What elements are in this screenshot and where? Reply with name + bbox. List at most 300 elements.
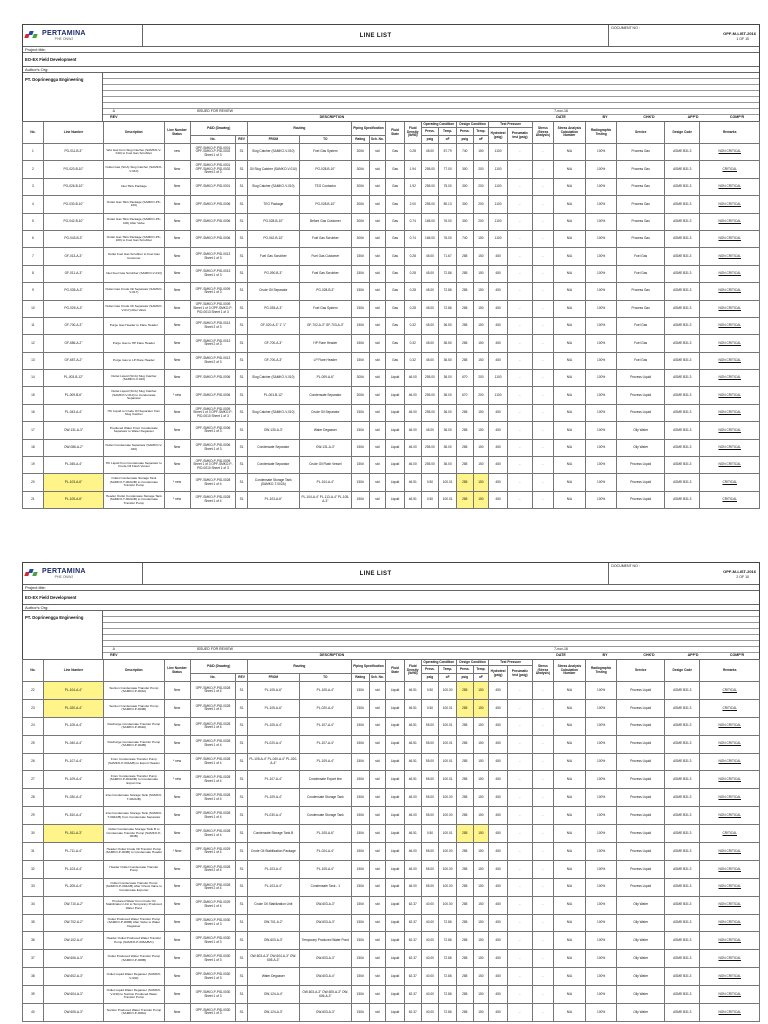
cell-stress: - [532, 144, 553, 161]
cell-rt: 100% [586, 807, 617, 825]
cell-remarks: NON CRITICAL [700, 248, 760, 265]
cell-to: PL-107-A-4" [299, 735, 351, 753]
cell-sch: std [369, 1004, 386, 1022]
cell-line: PG-011-B-3" [43, 144, 103, 161]
cell-line: PG-029-A-3" [43, 300, 103, 317]
cell-pid: OPF-SMKO-P-PID-0001 OPF-SMKO-P-PID-0002 Sheet 1 of 3 [190, 144, 236, 161]
cell-fluid: Liquid [386, 807, 405, 825]
cell-rt: 100% [586, 753, 617, 771]
col-operating: Operating Condition [421, 660, 456, 666]
cell-pneu: - [507, 265, 532, 282]
cell-status: New [164, 950, 190, 968]
cell-rev: S1 [236, 950, 247, 968]
cell-rt: 100% [586, 682, 617, 700]
cell-rev: S1 [236, 300, 247, 317]
cell-rating: 300# [351, 161, 369, 178]
cell-fluid: Liquid [386, 735, 405, 753]
cell-service: Fuel Gas [617, 248, 665, 265]
cell-no: 35 [23, 914, 44, 932]
cell-rev: S1 [236, 986, 247, 1004]
cell-stress: - [532, 404, 553, 421]
cell-op_p: 40.00 [421, 1004, 439, 1022]
cell-remarks: NON CRITICAL [700, 753, 760, 771]
cell-fluid: Liquid [386, 950, 405, 968]
cell-de_p: 285 [456, 248, 473, 265]
table-row [23, 860, 760, 878]
cell-rating: 300# [351, 230, 369, 247]
cell-stress: - [532, 474, 553, 491]
company-name: PERTAMINA [42, 568, 86, 575]
cell-stress: - [532, 248, 553, 265]
cell-op_p: 255.00 [421, 439, 439, 456]
col-test-pressure: Test Pressure [489, 660, 533, 666]
cell-code: ASME B31.3 [665, 213, 700, 230]
cell-dens: 46.00 [404, 807, 421, 825]
cell-desc: Outlet Condensate Storage Tank B to Condensate Transfer Pump (SAMKO-P-004B) [104, 825, 164, 843]
cell-status: * new [164, 474, 190, 491]
cell-rating: 150# [351, 735, 369, 753]
cell-calc: N/A [553, 968, 585, 986]
cell-service: Process Liquid [617, 699, 665, 717]
cell-desc: Outlet Gas TEG Package (SAMKO-PK-100) After Valve [104, 213, 164, 230]
cell-de_p: 285 [456, 457, 473, 474]
cell-rt: 100% [586, 950, 617, 968]
cell-to: GF-702-A-3" GF-703-A-3" [299, 317, 351, 334]
table-row [23, 1004, 760, 1022]
cell-op_p: 45.00 [421, 144, 439, 161]
cell-no: 18 [23, 439, 44, 456]
cell-sch: std [369, 161, 386, 178]
cell-service: Process Gas [617, 161, 665, 178]
doc-number-label: DOCUMENT NO : [611, 26, 640, 30]
cell-sch: std [369, 404, 386, 421]
cell-remarks: CRITICAL [700, 491, 760, 508]
cell-hydro: 450 [489, 932, 508, 950]
cell-no: 37 [23, 950, 44, 968]
cell-dens: 46.51 [404, 474, 421, 491]
cell-calc: N/A [553, 283, 585, 300]
cell-desc: Wet Gas from Slug Catcher (SAMKO-V-010) to Fuel Gas Scrubber [104, 144, 164, 161]
cell-sch: std [369, 178, 386, 195]
cell-no: 17 [23, 422, 44, 439]
cell-hydro: 450 [489, 265, 508, 282]
cell-hydro: 450 [489, 807, 508, 825]
cell-no: 6 [23, 230, 44, 247]
cell-to: OW-603-A-3" OW-605-A-3" OW-606-A-3" [299, 986, 351, 1004]
cell-stress: - [532, 422, 553, 439]
cell-rev: S1 [236, 825, 247, 843]
cell-pid: OPF-SMKO-P-PID-0001 [190, 178, 236, 195]
col-rating: Rating [351, 136, 369, 144]
cell-pneu: - [507, 878, 532, 896]
cell-code: ASME B31.3 [665, 699, 700, 717]
col-op-degf: oF [439, 136, 457, 144]
cell-rev: S1 [236, 896, 247, 914]
cell-op_p: 45.00 [421, 283, 439, 300]
cell-rt: 100% [586, 491, 617, 508]
cell-de_t: 150 [473, 825, 489, 843]
cell-rev: S1 [236, 144, 247, 161]
cell-stress: - [532, 317, 553, 334]
cell-no: 3 [23, 178, 44, 195]
cell-pid: OPF-SMKO-P-PID-0028 Sheet 1 of 4 [190, 491, 236, 508]
cell-rating: 150# [351, 265, 369, 282]
cell-from: GF-020-A-3" 1" 1" [247, 317, 299, 334]
cell-op_t: 76.00 [439, 230, 457, 247]
cell-no: 10 [23, 300, 44, 317]
cell-pneu: - [507, 860, 532, 878]
col-radiographic: Radiographic Testing [586, 122, 617, 144]
cell-sch: std [369, 682, 386, 700]
cell-de_t: 150 [473, 457, 489, 474]
cell-line: PL-105-A-6" [43, 491, 103, 508]
table-row [23, 439, 760, 456]
cell-rating: 300# [351, 196, 369, 213]
cell-op_t: 36.50 [439, 352, 457, 369]
cell-dens: 62.37 [404, 914, 421, 932]
col-pid-no: No. [190, 674, 236, 682]
cell-de_p: 285 [456, 896, 473, 914]
cell-de_t: 150 [473, 968, 489, 986]
by-label: BY [602, 115, 608, 119]
cell-service: Fuel Gas [617, 265, 665, 282]
cell-pid: OPF-SMKO-P-PID-0009 Sheet 1 of 3 OPF-SMKO-P-PID-0010 Sheet 1 of 3 [190, 457, 236, 474]
cell-calc: N/A [553, 914, 585, 932]
cell-dens: 46.51 [404, 735, 421, 753]
cell-dens: 46.51 [404, 753, 421, 771]
cell-de_t: 150 [473, 843, 489, 861]
cell-desc: From Condensate Transfer Pump (SAMKO-P-004A/B) to Export Header [104, 753, 164, 771]
cell-stress: - [532, 352, 553, 369]
cell-de_p: 285 [456, 789, 473, 807]
cell-dens: 0.28 [404, 283, 421, 300]
cell-service: Oily Water [617, 986, 665, 1004]
cell-from: PL-103-A-4" [247, 878, 299, 896]
cell-remarks: CRITICAL [700, 682, 760, 700]
cell-op_p: 0.50 [421, 825, 439, 843]
cell-dens: 1.94 [404, 161, 421, 178]
cell-hydro: 450 [489, 986, 508, 1004]
cell-calc: N/A [553, 248, 585, 265]
cell-rt: 100% [586, 283, 617, 300]
cell-from: OW-603-A-3" [247, 932, 299, 950]
cell-sch: std [369, 457, 386, 474]
cell-pneu: - [507, 404, 532, 421]
cell-pid: OPF-SMKO-P-PID-0030 Sheet 1 of 3 [190, 932, 236, 950]
cell-service: Process Liquid [617, 753, 665, 771]
table-row [23, 196, 760, 213]
cell-desc: Outlet Liquid (SCA) Slug Catcher (SAMKO-V-010) [104, 370, 164, 387]
cell-sch: std [369, 699, 386, 717]
col-de-press: Press. [456, 666, 473, 674]
cell-rt: 100% [586, 1004, 617, 1022]
cell-rev: S1 [236, 457, 247, 474]
cell-op_t: 72.86 [439, 283, 457, 300]
cell-op_t: 36.50 [439, 317, 457, 334]
cell-fluid: Liquid [386, 474, 405, 491]
cell-code: ASME B31.3 [665, 439, 700, 456]
col-to: TO [299, 136, 351, 144]
cell-rating: 150# [351, 474, 369, 491]
cell-sch: std [369, 283, 386, 300]
cell-op_t: 36.00 [439, 404, 457, 421]
cell-stress: - [532, 735, 553, 753]
cell-status: New [164, 317, 190, 334]
cell-pid: OPF-SMKO-P-PID-0013 Sheet 1 of 3 [190, 248, 236, 265]
cell-line: PG-026-B-10" [43, 178, 103, 195]
cell-calc: N/A [553, 196, 585, 213]
cell-de_p: 285 [456, 1004, 473, 1022]
cell-pid: OPF-SMKO-P-PID-0009 Sheet 1 of 3 OPF-SMKO-P-PID-0010 Sheet 1 of 3 [190, 404, 236, 421]
cell-service: Process Liquid [617, 825, 665, 843]
col-op-temp: Temp. [439, 666, 457, 674]
cell-to: PL-104-A-4" PL-113-A-4" PL-105-A-3" [299, 491, 351, 508]
cell-hydro: 450 [489, 439, 508, 456]
cell-to: Condensate Export line [299, 771, 351, 789]
cell-rev: S1 [236, 370, 247, 387]
cell-desc: HC Liquid from Condensate Separator to Crude Oil Flash Vessel [104, 457, 164, 474]
cell-from: Condensate Storage Tank (SAMKO-T-002A) [247, 474, 299, 491]
cell-pneu: - [507, 248, 532, 265]
cell-desc: HC Liquid to Crude Oil Separator from Slug Catcher [104, 404, 164, 421]
cell-line: PL-104-A-4" [43, 682, 103, 700]
cell-stress: - [532, 878, 553, 896]
sheet-number: 2 OF 10 [736, 575, 750, 579]
cell-rating: 150# [351, 439, 369, 456]
cell-de_t: 150 [473, 986, 489, 1004]
cell-no: 32 [23, 860, 44, 878]
cell-status: New [164, 196, 190, 213]
col-op-press: Press. [421, 128, 439, 136]
cell-code: ASME B31.3 [665, 753, 700, 771]
cell-status: New [164, 352, 190, 369]
cell-status: New [164, 914, 190, 932]
cell-op_t: 75.00 [439, 178, 457, 195]
cell-hydro: 450 [489, 950, 508, 968]
cell-status: New [164, 807, 190, 825]
col-pneumatic: Pneumatic test (psig) [507, 128, 532, 144]
cell-rating: 150# [351, 300, 369, 317]
cell-code: ASME B31.3 [665, 387, 700, 404]
cell-status: * new [164, 771, 190, 789]
cell-stress: - [532, 699, 553, 717]
cell-pid: OPF-SMKO-P-PID-0013 Sheet 2 of 3 [190, 317, 236, 334]
cell-de_p: 740 [456, 144, 473, 161]
cell-hydro: 450 [489, 860, 508, 878]
cell-calc: N/A [553, 161, 585, 178]
table-row [23, 878, 760, 896]
table-row [23, 230, 760, 247]
cell-rating: 150# [351, 950, 369, 968]
cell-de_p: 285 [456, 753, 473, 771]
cell-pneu: - [507, 717, 532, 735]
cell-line: PL-045-A-4" [43, 457, 103, 474]
cell-from: Slug Catcher (SAMKO-V-010) [247, 404, 299, 421]
cell-from: Slug Catcher (SAMKO-V-010) [247, 144, 299, 161]
cell-to: PL-109-A-4" [299, 753, 351, 771]
cell-pid: OPF-SMKO-P-PID-0028 Sheet 2 of 4 [190, 878, 236, 896]
cell-op_p: 40.00 [421, 932, 439, 950]
cell-rt: 100% [586, 144, 617, 161]
cell-de_p: 285 [456, 491, 473, 508]
cell-line: PL-103-A-4" [43, 860, 103, 878]
cell-to: Condensate Separator [299, 387, 351, 404]
cell-op_p: 255.00 [421, 457, 439, 474]
cell-fluid: Liquid [386, 896, 405, 914]
cell-line: GF-700-A-3" [43, 317, 103, 334]
cell-sch: std [369, 491, 386, 508]
cell-rt: 100% [586, 789, 617, 807]
cell-from: PL-105-A-4" [247, 717, 299, 735]
cell-from: Crude Oil Separator [247, 283, 299, 300]
cell-rt: 100% [586, 771, 617, 789]
cell-no: 39 [23, 986, 44, 1004]
cell-no: 40 [23, 1004, 44, 1022]
table-row [23, 491, 760, 508]
cell-calc: N/A [553, 404, 585, 421]
cell-de_p: 285 [456, 771, 473, 789]
cell-pid: OPF-SMKO-P-PID-0028 Sheet 1 of 4 [190, 825, 236, 843]
cell-pneu: - [507, 735, 532, 753]
cell-de_p: 285 [456, 735, 473, 753]
cell-pneu: - [507, 230, 532, 247]
cell-op_p: 255.00 [421, 161, 439, 178]
cell-from: PL-020-A-4" [247, 735, 299, 753]
cell-rev: S1 [236, 717, 247, 735]
cell-from: Condensate Separator [247, 439, 299, 456]
cell-op_p: 55.00 [421, 807, 439, 825]
cell-from: Water Degasser [247, 968, 299, 986]
cell-op_p: 255.00 [421, 178, 439, 195]
col-line-status: Line Number Status [164, 122, 190, 144]
pertamina-logo-icon [25, 569, 39, 578]
cell-stress: - [532, 932, 553, 950]
cell-no: 14 [23, 370, 44, 387]
cell-status: New [164, 335, 190, 352]
cell-desc: Produced Water From Condensate Separator to Water Degasser [104, 422, 164, 439]
cell-pneu: - [507, 387, 532, 404]
project-title-label: Project title: [25, 585, 46, 590]
cell-calc: N/A [553, 717, 585, 735]
cell-de_t: 150 [473, 860, 489, 878]
cell-no: 36 [23, 932, 44, 950]
cell-pid: OPF-SMKO-P-PID-0001 OPF-SMKO-P-PID-0002 Sheet 2 of 3 [190, 161, 236, 178]
cell-status: * New [164, 843, 190, 861]
cell-no: 2 [23, 161, 44, 178]
cell-fluid: Gas [386, 317, 405, 334]
cell-calc: N/A [553, 807, 585, 825]
cell-from: PL-105-A-4" PL-040-A-4" PL-020-A-4" [247, 753, 299, 771]
cell-service: Process Liquid [617, 491, 665, 508]
cell-desc: Header Outlet Produced Water Transfer Pump (SAMKO-P-006A/B/C) [104, 932, 164, 950]
cell-pneu: - [507, 283, 532, 300]
cell-de_p: 300 [456, 196, 473, 213]
cell-stress: - [532, 950, 553, 968]
col-line-number: Line Number [43, 660, 103, 682]
cell-dens: 46.00 [404, 422, 421, 439]
cell-rev: S1 [236, 474, 247, 491]
cell-op_t: 72.86 [439, 914, 457, 932]
cell-calc: N/A [553, 771, 585, 789]
doc-number: OPF-M-LIST-2016 [723, 569, 757, 574]
cell-sch: std [369, 422, 386, 439]
cell-service: Process Gas [617, 196, 665, 213]
cell-dens: 62.37 [404, 932, 421, 950]
cell-pid: OPF-SMKO-P-PID-0030 Sheet 1 of 3 [190, 914, 236, 932]
cell-pid: OPF-SMKO-P-PID-0030 Sheet 1 of 3 [190, 1004, 236, 1022]
cell-desc: Outlet Gas Crude Oil Separator (SAMKO-V-017) [104, 283, 164, 300]
cell-op_p: 55.00 [421, 717, 439, 735]
cell-fluid: Gas [386, 335, 405, 352]
cell-sch: std [369, 248, 386, 265]
revision: A [112, 109, 115, 113]
cell-from: OW-701-A-2" [247, 914, 299, 932]
table-row [23, 699, 760, 717]
cell-no: 12 [23, 335, 44, 352]
table-row [23, 404, 760, 421]
cell-sch: std [369, 196, 386, 213]
cell-fluid: Liquid [386, 825, 405, 843]
cell-to: Before Gas Customer [299, 213, 351, 230]
cell-op_t: 100.01 [439, 735, 457, 753]
cell-code: ASME B31.3 [665, 370, 700, 387]
cell-no: 5 [23, 213, 44, 230]
cell-pid: OPF-SMKO-P-PID-0028 Sheet 1 of 4 [190, 735, 236, 753]
cell-op_p: 165.00 [421, 213, 439, 230]
table-row [23, 843, 760, 861]
cell-dens: 0.28 [404, 265, 421, 282]
cell-sch: std [369, 230, 386, 247]
cell-sch: std [369, 387, 386, 404]
cell-pneu: - [507, 491, 532, 508]
cell-hydro: 1100 [489, 178, 508, 195]
col-line-status: Line Number Status [164, 660, 190, 682]
cell-hydro: 450 [489, 878, 508, 896]
cell-code: ASME B31.3 [665, 717, 700, 735]
cell-dens: 0.74 [404, 213, 421, 230]
cell-fluid: Liquid [386, 404, 405, 421]
table-row [23, 178, 760, 195]
col-de-press: Press. [456, 128, 473, 136]
cell-from: Condensate Separator [247, 457, 299, 474]
cell-de_t: 150 [473, 735, 489, 753]
cell-dens: 46.51 [404, 771, 421, 789]
cell-op_p: 40.00 [421, 896, 439, 914]
cell-de_t: 150 [473, 404, 489, 421]
cell-rt: 100% [586, 932, 617, 950]
appd-label: APP'D [687, 115, 699, 119]
col-design: Design Condition [456, 122, 488, 128]
cell-dens: 62.37 [404, 968, 421, 986]
cell-pneu: - [507, 807, 532, 825]
cell-hydro: 450 [489, 404, 508, 421]
cell-pneu: - [507, 986, 532, 1004]
cell-line: OW-702-A-2" [43, 914, 103, 932]
cell-op_t: 77.00 [439, 161, 457, 178]
cell-status: New [164, 283, 190, 300]
cell-calc: N/A [553, 317, 585, 334]
cell-de_p: 285 [456, 439, 473, 456]
cell-service: Process Liquid [617, 457, 665, 474]
cell-stress: - [532, 370, 553, 387]
col-no: No. [23, 122, 44, 144]
cell-op_t: 100.01 [439, 474, 457, 491]
cell-hydro: 450 [489, 422, 508, 439]
cell-rt: 100% [586, 335, 617, 352]
cell-fluid: Liquid [386, 771, 405, 789]
cell-code: ASME B31.3 [665, 230, 700, 247]
company-logo [23, 563, 143, 584]
